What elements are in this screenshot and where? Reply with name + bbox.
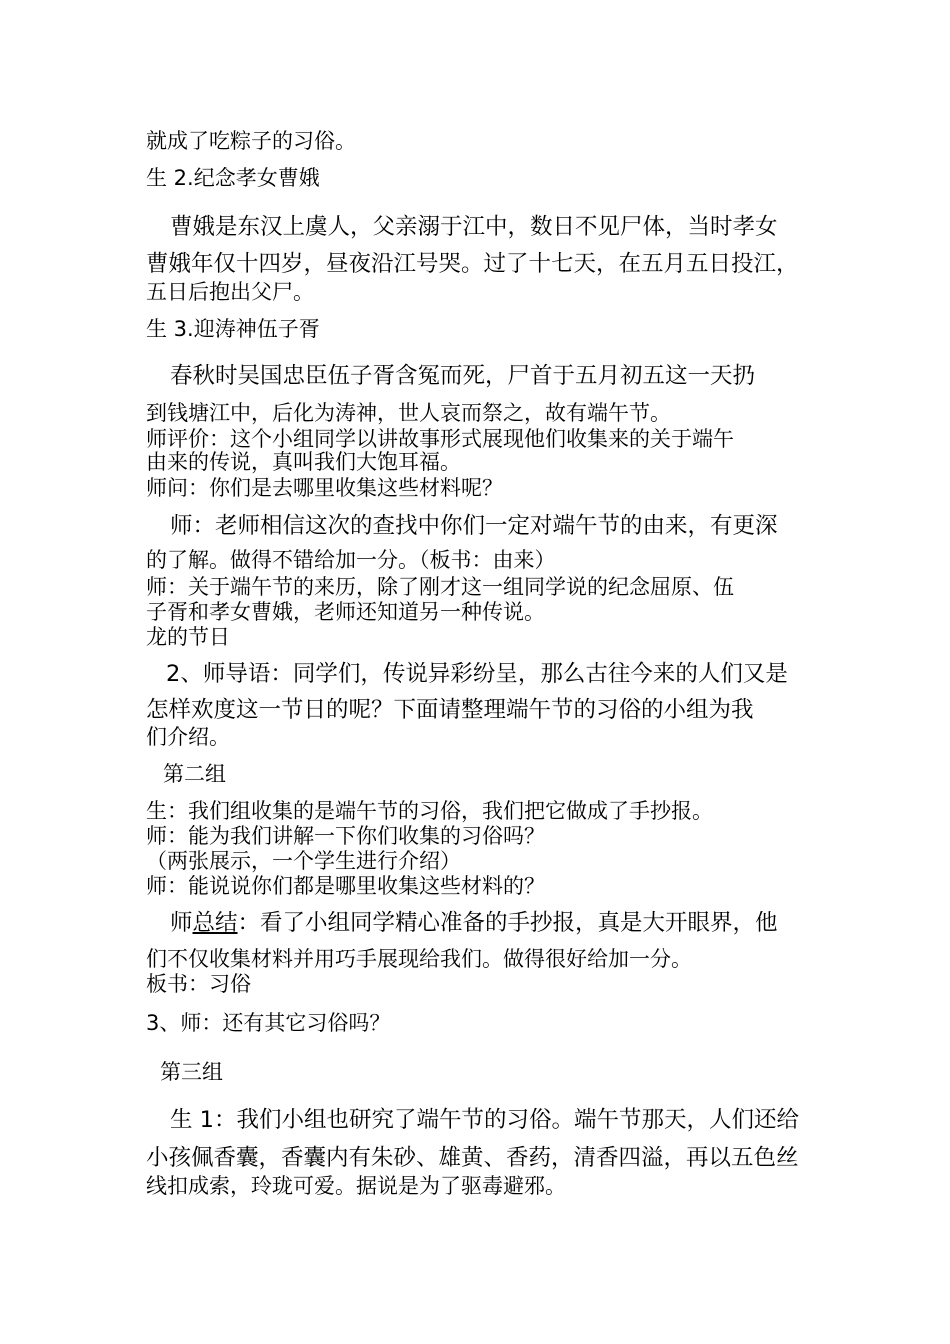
text-line: 生 2.纪念孝女曹娥	[146, 166, 320, 190]
text-line: 线扣成索，玲珑可爱。据说是为了驱毒避邪。	[146, 1174, 566, 1198]
text-line: 生 1：我们小组也研究了端午节的习俗。端午节那天，人们还给	[170, 1107, 799, 1133]
text-line: 2、师导语：同学们，传说异彩纷呈，那么古往今来的人们又是	[166, 661, 788, 687]
text-line: 五日后抱出父尸。	[146, 280, 314, 304]
text-line: 到钱塘江中，后化为涛神，世人哀而祭之，故有端午节。	[146, 401, 671, 425]
text-line: 3、师：还有其它习俗吗？	[146, 1011, 391, 1035]
text-line: 由来的传说，真叫我们大饱耳福。	[146, 450, 461, 474]
section-heading: 第二组	[163, 762, 226, 786]
text-line: 生 3.迎涛神伍子胥	[146, 317, 320, 341]
underlined-word: 总结	[192, 910, 238, 936]
text-line: 龙的节日	[146, 625, 230, 649]
text-line: （两张展示，一个学生进行介绍）	[146, 849, 461, 873]
text-line: 师评价：这个小组同学以讲故事形式展现他们收集来的关于端午	[146, 427, 734, 451]
text-line	[170, 910, 778, 936]
text-line: 生：我们组收集的是端午节的习俗，我们把它做成了手抄报。	[146, 799, 713, 823]
text-line: 板书：习俗	[146, 972, 251, 996]
text-line: 师：能为我们讲解一下你们收集的习俗吗？	[146, 824, 545, 848]
text-line: 师：能说说你们都是哪里收集这些材料的？	[146, 874, 545, 898]
section-heading: 第三组	[160, 1060, 223, 1084]
text-line: 师问：你们是去哪里收集这些材料呢？	[146, 476, 503, 500]
text-line: 小孩佩香囊，香囊内有朱砂、雄黄、香药，清香四溢，再以五色丝	[146, 1145, 799, 1171]
text-line: 师：老师相信这次的查找中你们一定对端午节的由来，有更深	[170, 513, 778, 539]
text-line: 就成了吃粽子的习俗。	[146, 129, 356, 153]
text-line: 子胥和孝女曹娥，老师还知道另一种传说。	[146, 600, 545, 624]
text-line: 师：关于端午节的来历，除了刚才这一组同学说的纪念屈原、伍	[146, 575, 734, 599]
text-line: 怎样欢度这一节日的呢？下面请整理端午节的习俗的小组为我	[146, 697, 754, 723]
text-line: 春秋时吴国忠臣伍子胥含冤而死，尸首于五月初五这一天扔	[170, 363, 756, 389]
text-line: 曹娥年仅十四岁，昼夜沿江号哭。过了十七天，在五月五日投江，	[146, 251, 799, 277]
text-line: 们不仅收集材料并用巧手展现给我们。做得很好给加一分。	[146, 947, 692, 971]
text-segment: 师	[170, 910, 193, 936]
text-line: 们介绍。	[146, 725, 230, 749]
text-line: 的了解。做得不错给加一分。（板书：由来）	[146, 548, 556, 572]
text-line: 曹娥是东汉上虞人，父亲溺于江中，数日不见尸体，当时孝女	[170, 214, 778, 240]
text-segment: ：看了小组同学精心准备的手抄报，真是大开眼界，他	[237, 910, 778, 936]
